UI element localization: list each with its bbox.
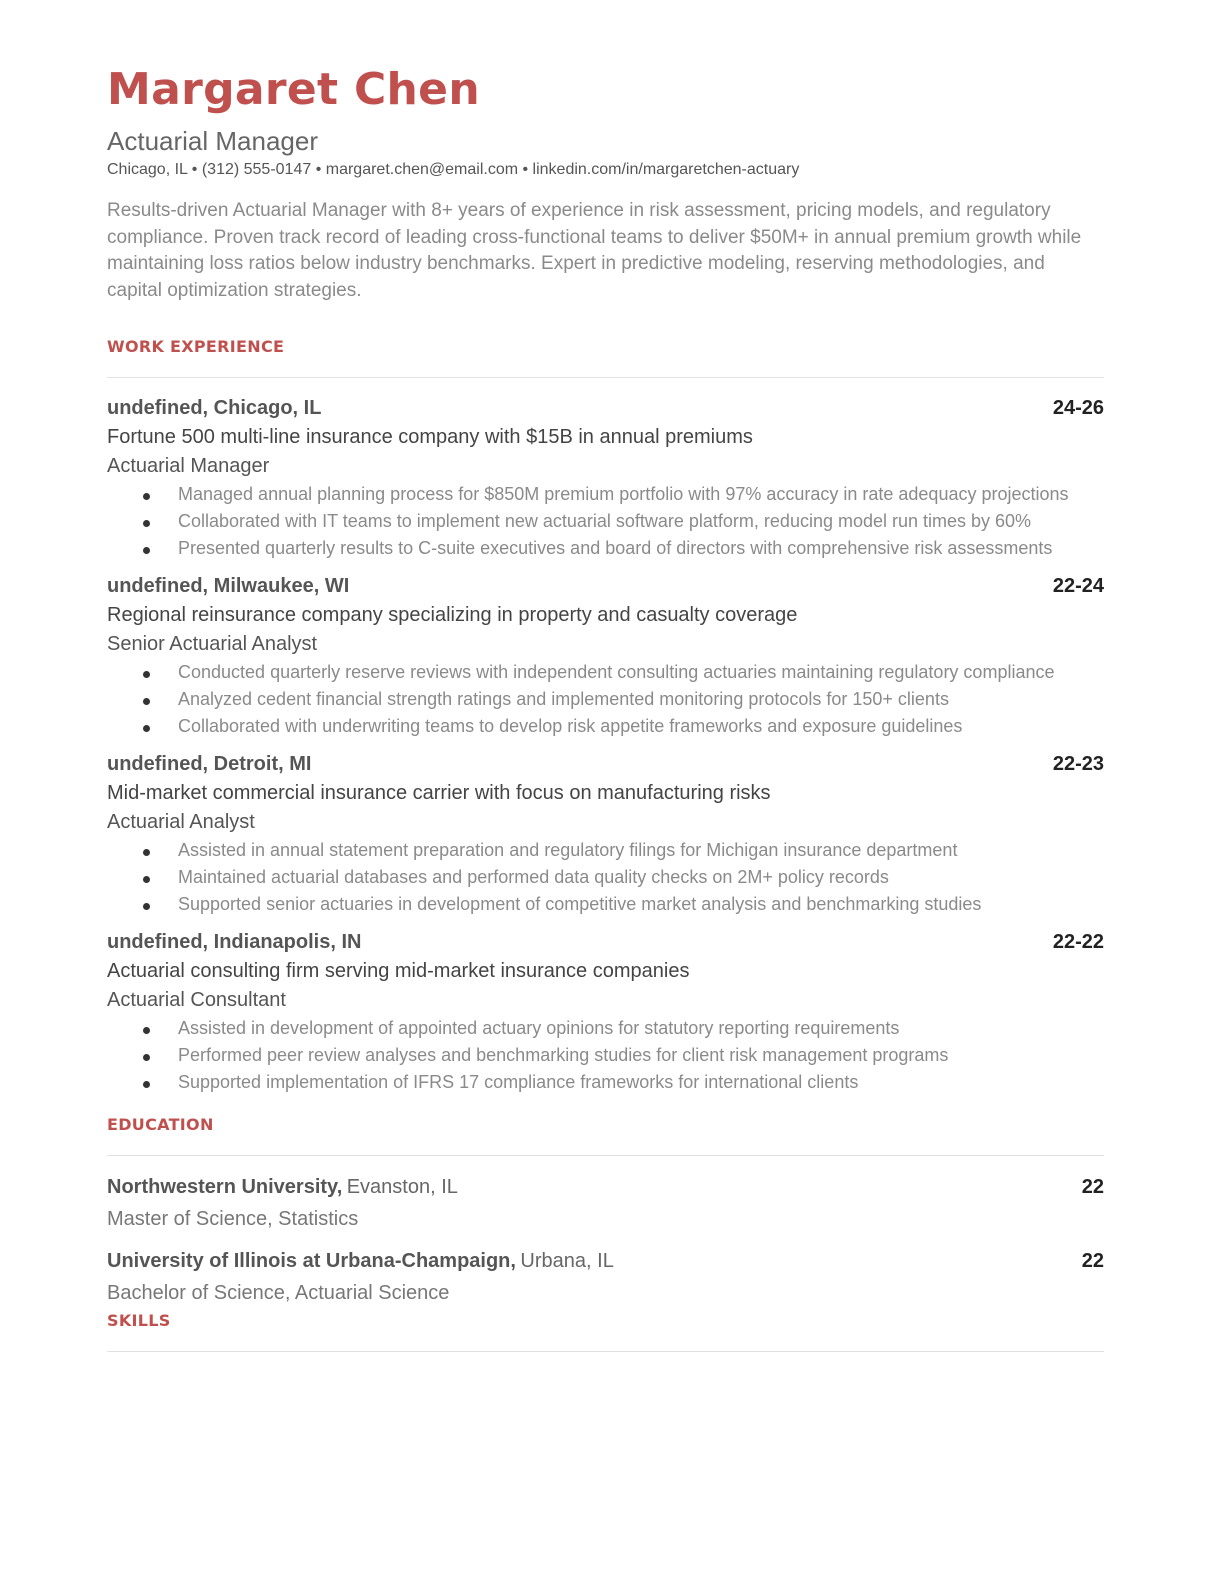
section-heading-education: EDUCATION — [107, 1115, 214, 1134]
education-school: Northwestern University, — [107, 1176, 343, 1198]
job-bullets — [107, 1015, 1104, 1096]
list-item: Supported implementation of IFRS 17 compliance frameworks for international clients — [107, 1069, 1104, 1096]
job-company: undefined, Chicago, IL — [107, 397, 322, 419]
education-school: University of Illinois at Urbana-Champaign, — [107, 1250, 516, 1272]
section-heading-skills: SKILLS — [107, 1311, 171, 1330]
list-item: Assisted in annual statement preparation and regulatory filings for Michigan insurance department — [107, 837, 1104, 864]
bullet-icon — [143, 1027, 150, 1034]
summary-paragraph: Results-driven Actuarial Manager with 8+ years of experience in risk assessment, pricing models, and regulatory compliance. Proven track record of leading cross-functional teams to deliver $50M+ in annual premium growth while maintaining loss ratios below industry benchmarks. Expert in predictive modeling, reserving methodologies, and capital optimization strategies. — [107, 200, 1082, 301]
bullet-icon — [143, 849, 150, 856]
job-entry — [107, 572, 1104, 740]
education-location: Evanston, IL — [346, 1176, 458, 1198]
job-company: undefined, Milwaukee, WI — [107, 575, 350, 597]
section-divider — [107, 1155, 1104, 1156]
bullet-icon — [143, 903, 150, 910]
job-title: Actuarial Manager — [107, 126, 318, 156]
company-description: Actuarial consulting firm serving mid-market insurance companies — [107, 960, 690, 982]
education-entry — [107, 1246, 1104, 1308]
bullet-icon — [143, 671, 150, 678]
job-bullets — [107, 481, 1104, 562]
list-item: Collaborated with underwriting teams to develop risk appetite frameworks and exposure guidelines — [107, 713, 1104, 740]
job-entry — [107, 928, 1104, 1096]
job-bullets — [107, 837, 1104, 918]
section-divider — [107, 1351, 1104, 1352]
education-entry — [107, 1172, 1104, 1234]
list-item: Managed annual planning process for $850M premium portfolio with 97% accuracy in rate adequacy projections — [107, 481, 1104, 508]
work-experience-section — [107, 336, 1104, 1096]
job-dates: 22-24 — [1052, 575, 1104, 597]
education-degree: Bachelor of Science, Actuarial Science — [107, 1282, 450, 1304]
job-role: Actuarial Analyst — [107, 811, 255, 833]
company-description: Fortune 500 multi-line insurance company with $15B in annual premiums — [107, 426, 753, 448]
bullet-icon — [143, 520, 150, 527]
job-dates: 22-22 — [1052, 931, 1104, 953]
education-location: Urbana, IL — [520, 1250, 614, 1272]
job-role: Senior Actuarial Analyst — [107, 633, 318, 655]
education-degree: Master of Science, Statistics — [107, 1208, 359, 1230]
job-entry — [107, 394, 1104, 562]
company-description: Mid-market commercial insurance carrier with focus on manufacturing risks — [107, 782, 771, 804]
education-year: 22 — [1081, 1176, 1104, 1198]
bullet-icon — [143, 876, 150, 883]
list-item: Maintained actuarial databases and performed data quality checks on 2M+ policy records — [107, 864, 1104, 891]
job-role: Actuarial Manager — [107, 455, 270, 477]
contact-line: Chicago, IL • (312) 555-0147 • margaret.chen@email.com • linkedin.com/in/margaretchen-actuary — [107, 161, 800, 178]
education-section — [107, 1114, 1104, 1308]
candidate-name: Margaret Chen — [107, 64, 480, 115]
section-heading-work: WORK EXPERIENCE — [107, 337, 285, 356]
skills-section — [107, 1310, 1104, 1352]
bullet-icon — [143, 493, 150, 500]
bullet-icon — [143, 725, 150, 732]
bullet-icon — [143, 698, 150, 705]
job-dates: 22-23 — [1052, 753, 1104, 775]
job-entry — [107, 750, 1104, 918]
bullet-icon — [143, 1054, 150, 1061]
job-bullets — [107, 659, 1104, 740]
list-item: Conducted quarterly reserve reviews with independent consulting actuaries maintaining regulatory compliance — [107, 659, 1104, 686]
education-year: 22 — [1081, 1250, 1104, 1272]
section-divider — [107, 377, 1104, 378]
list-item: Presented quarterly results to C-suite executives and board of directors with comprehensive risk assessments — [107, 535, 1104, 562]
job-company: undefined, Detroit, MI — [107, 753, 312, 775]
resume-page — [107, 62, 1104, 1352]
list-item: Collaborated with IT teams to implement new actuarial software platform, reducing model run times by 60% — [107, 508, 1104, 535]
list-item: Performed peer review analyses and benchmarking studies for client risk management programs — [107, 1042, 1104, 1069]
list-item: Supported senior actuaries in development of competitive market analysis and benchmarking studies — [107, 891, 1104, 918]
bullet-icon — [143, 547, 150, 554]
list-item: Analyzed cedent financial strength ratings and implemented monitoring protocols for 150+ clients — [107, 686, 1104, 713]
job-role: Actuarial Consultant — [107, 989, 286, 1011]
job-dates: 24-26 — [1052, 397, 1104, 419]
list-item: Assisted in development of appointed actuary opinions for statutory reporting requirements — [107, 1015, 1104, 1042]
job-company: undefined, Indianapolis, IN — [107, 931, 362, 953]
company-description: Regional reinsurance company specializing in property and casualty coverage — [107, 604, 798, 626]
bullet-icon — [143, 1081, 150, 1088]
